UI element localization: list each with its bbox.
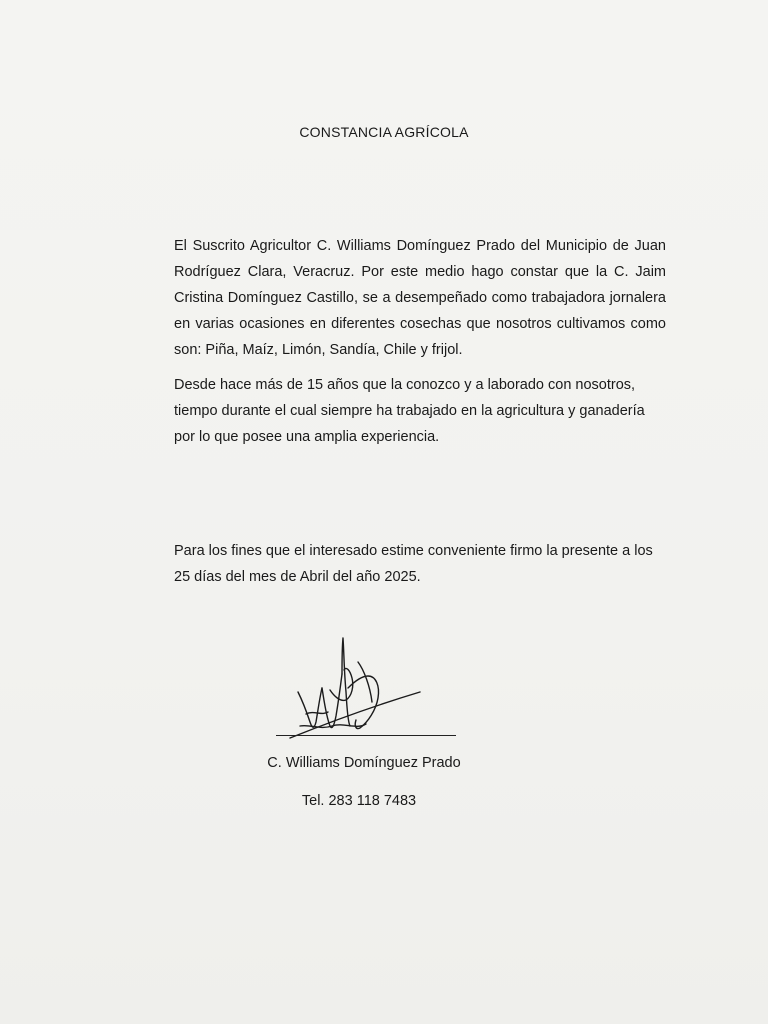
paragraph-closing: Para los fines que el interesado estime conveniente firmo la presente a los 25 días del mes de Abril del año 2025. [174, 543, 653, 585]
document-title: CONSTANCIA AGRÍCOLA [299, 124, 469, 140]
signer-name: C. Williams Domínguez Prado [267, 755, 461, 771]
signer-phone: Tel. 283 118 7483 [301, 793, 417, 809]
handwritten-signature [270, 630, 470, 750]
paragraph-certification: El Suscrito Agricultor C. Williams Domínguez Prado del Municipio de Juan Rodríguez Clara, Veracruz. Por este medio hago constar que la C. Jaim Cristina Domínguez Castillo, se a desempeñado como trabajadora jornalera en varias ocasiones en diferentes cosechas que nosotros cultivamos como son: Piña, Maíz, Limón, Sandía, Chile y frijol. [174, 238, 666, 358]
signature-line [276, 735, 456, 736]
paragraph-experience: Desde hace más de 15 años que la conozco y a laborado con nosotros, tiempo durante el cual siempre ha trabajado en la agricultura y ganadería por lo que posee una amplia experiencia. [174, 377, 645, 445]
